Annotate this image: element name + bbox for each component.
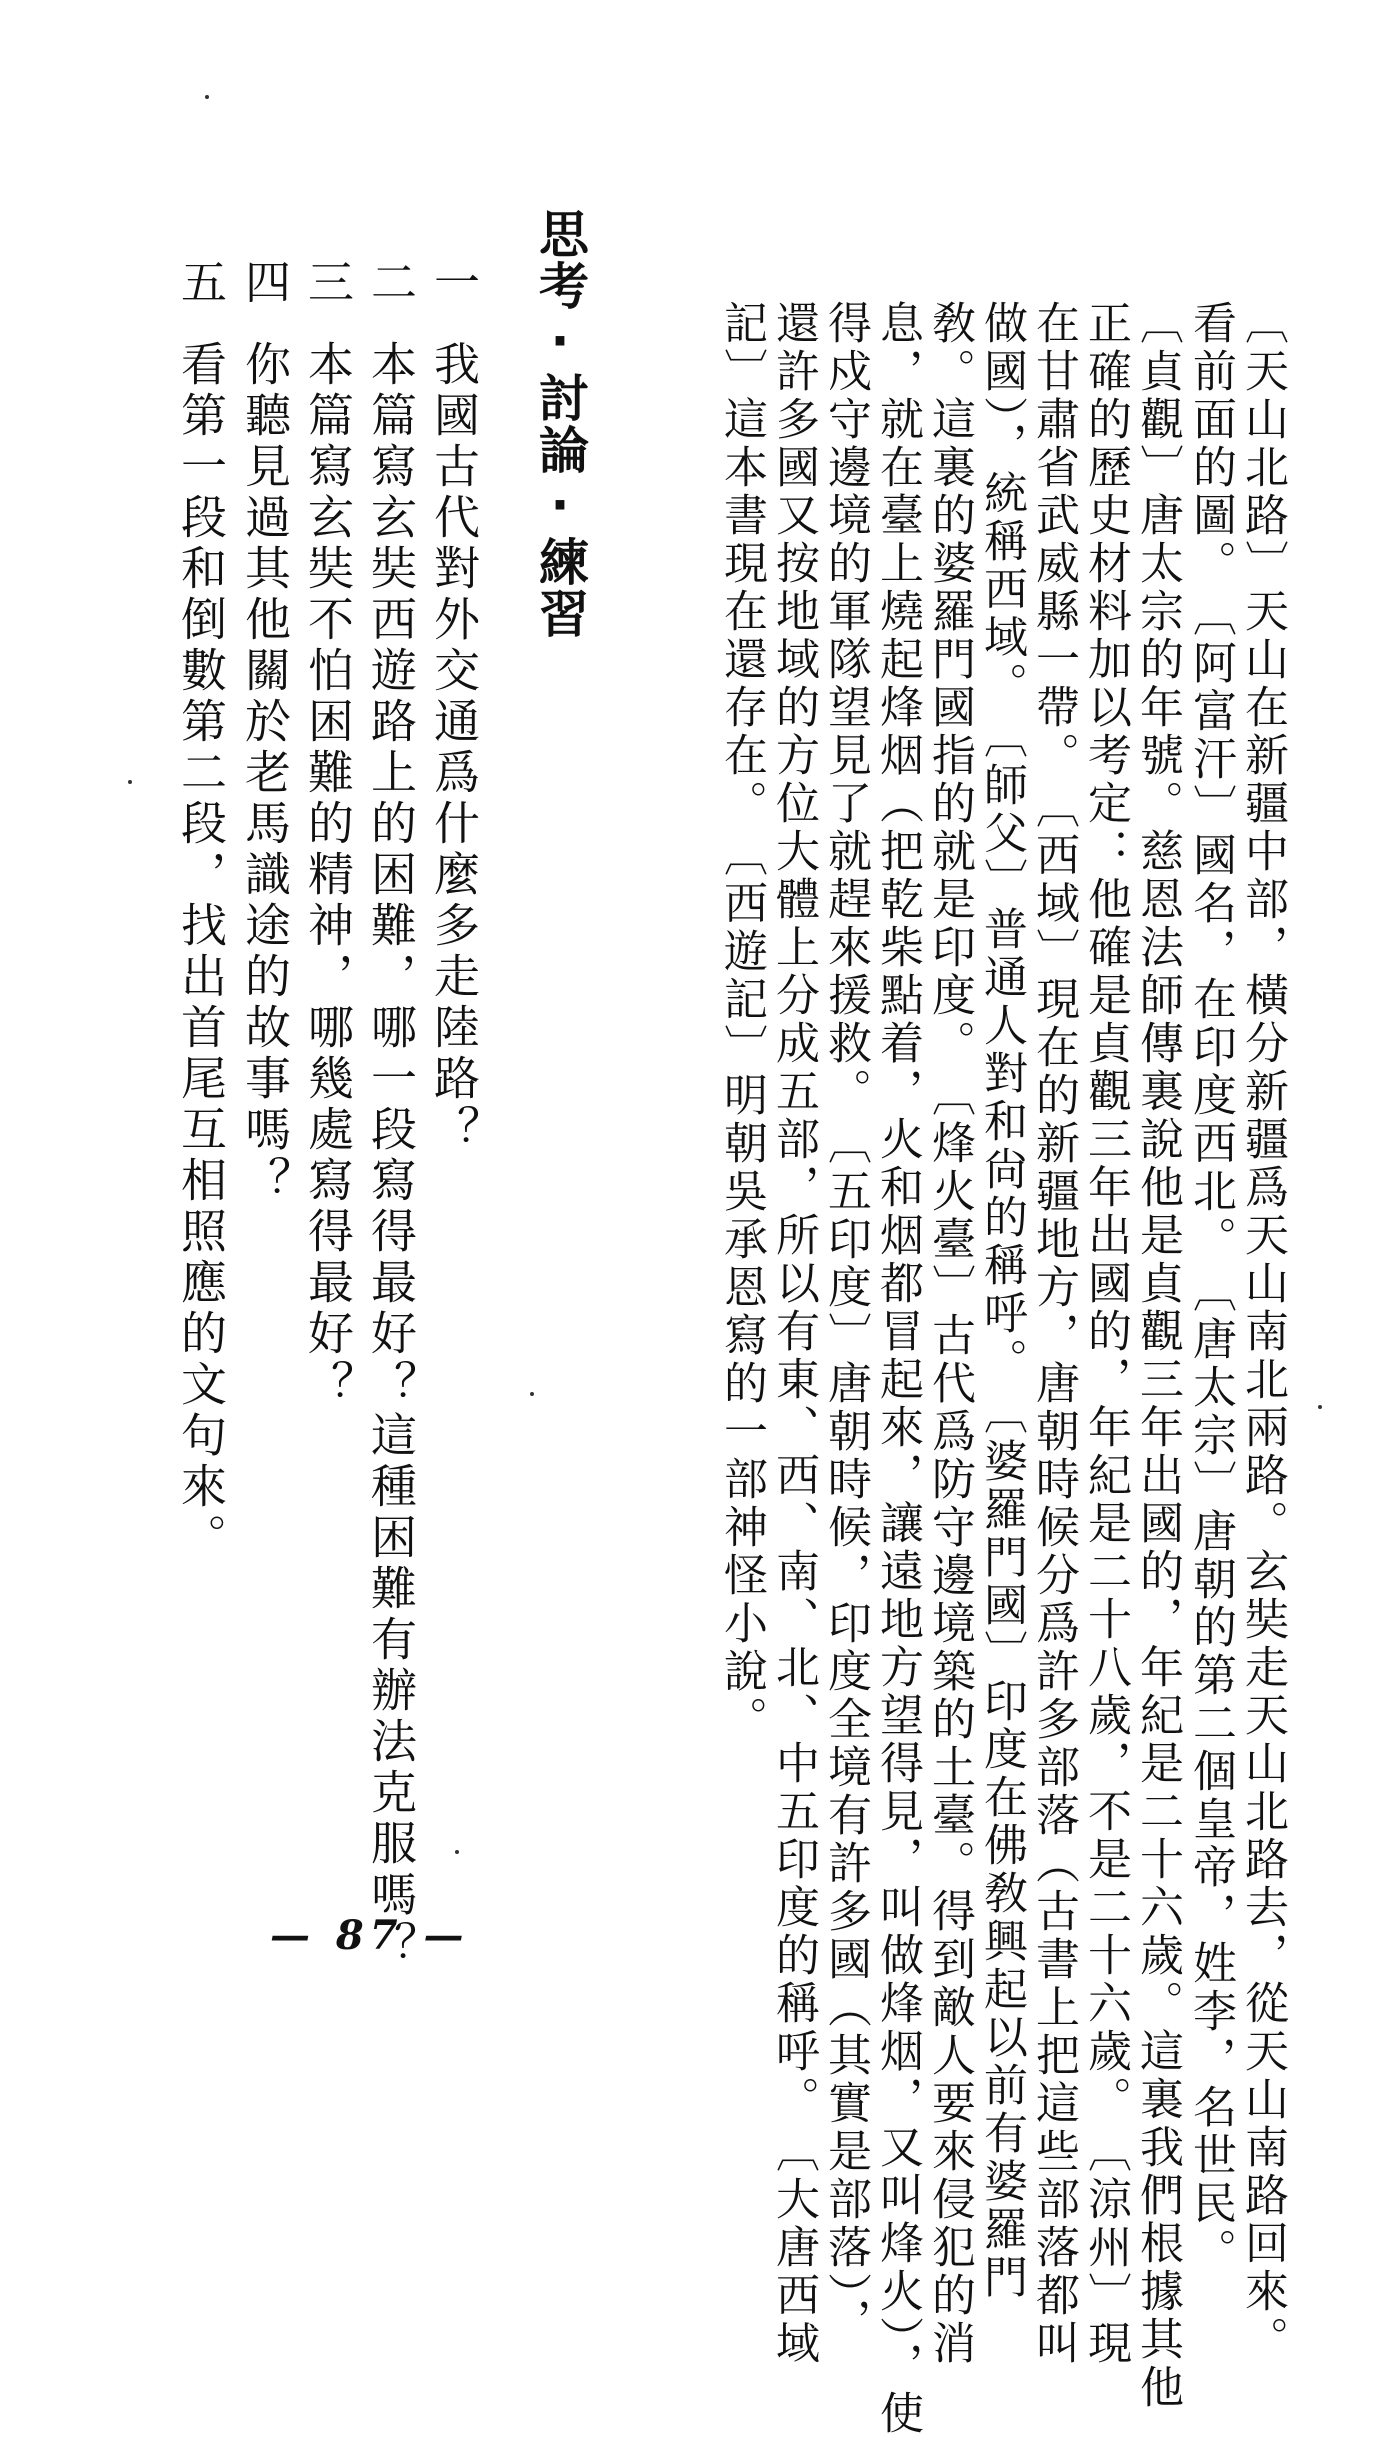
note-line-6: 做國），統稱西域。 〔師父〕普通人對和尙的稱呼。 〔婆羅門國〕印度在佛敎興起以前有婆羅門 bbox=[976, 300, 1027, 2302]
question-number: 四 bbox=[238, 258, 292, 304]
print-speck bbox=[530, 1392, 534, 1396]
question-text: 我國古代對外交通爲什麼多走陸路？ bbox=[427, 340, 481, 1156]
question-number: 五 bbox=[174, 258, 228, 304]
question-text: 你聽見過其他關於老馬識途的故事嗎？ bbox=[238, 340, 292, 1207]
section-title: 思考·討論·練習 bbox=[531, 208, 589, 640]
note-line-3: 〔貞觀〕唐太宗的年號。慈恩法師傳裏說他是貞觀三年出國的，年紀是二十六歲。這裏我們根據其他 bbox=[1132, 300, 1183, 2412]
print-speck bbox=[1318, 1405, 1322, 1409]
note-line-7: 敎。這裏的婆羅門國指的就是印度。 〔烽火臺〕古代爲防守邊境築的土臺。得到敵人要來侵犯的消 bbox=[924, 300, 975, 2368]
question-text: 本篇寫玄奘不怕困難的精神，哪幾處寫得最好？ bbox=[301, 340, 355, 1411]
note-line-4: 正確的歷史材料加以考定：他確是貞觀三年出國的，年紀是二十八歲，不是二十六歲。 〔涼州〕現 bbox=[1080, 300, 1131, 2368]
question-number: 三 bbox=[301, 258, 355, 304]
page-number: — 87 — bbox=[270, 1912, 470, 1959]
question-number: 二 bbox=[364, 258, 418, 304]
note-line-2: 看前面的圖。 〔阿富汗〕國名，在印度西北。 〔唐太宗〕唐朝的第二個皇帝，姓李，名世民。 bbox=[1185, 300, 1236, 2276]
print-speck bbox=[205, 95, 209, 99]
note-line-10: 還許多國又按地域的方位大體上分成五部，所以有東、西、南、北、中五印度的稱呼。 〔大唐西域 bbox=[768, 300, 819, 2368]
question-number: 一 bbox=[427, 258, 481, 304]
note-line-8: 息，就在臺上燒起烽烟（把乾柴點着，火和烟都冒起來，讓遠地方望得見，叫做烽烟，又叫烽火），使 bbox=[872, 300, 923, 2438]
note-line-1: 〔天山北路〕天山在新疆中部，橫分新疆爲天山南北兩路。玄奘走天山北路去，從天山南路回來。 bbox=[1237, 300, 1288, 2364]
print-speck bbox=[455, 1850, 459, 1854]
question-text: 看第一段和倒數第二段，找出首尾互相照應的文句來。 bbox=[174, 340, 228, 1564]
note-line-9: 得戍守邊境的軍隊望見了就趕來援救。 〔五印度〕唐朝時候，印度全境有許多國（其實是部落）， bbox=[820, 300, 871, 2346]
note-line-5: 在甘肅省武威縣一帶。 〔西域〕現在的新疆地方，唐朝時候分爲許多部落（古書上把這些部落都叫 bbox=[1028, 300, 1079, 2368]
print-speck bbox=[128, 780, 132, 784]
question-text: 本篇寫玄奘西遊路上的困難，哪一段寫得最好？這種困難有辦法克服嗎？ bbox=[364, 340, 418, 1972]
note-line-11: 記〕這本書現在還存在。 〔西遊記〕明朝吳承恩寫的一部神怪小說。 bbox=[716, 300, 767, 1744]
